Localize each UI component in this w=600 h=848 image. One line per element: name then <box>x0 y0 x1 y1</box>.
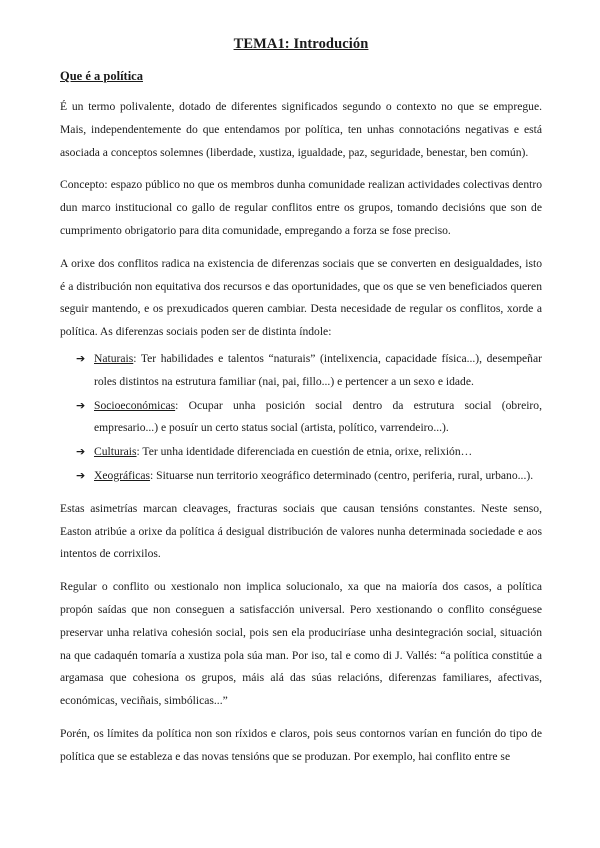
document-page <box>60 36 542 779</box>
list-item-term: Naturais <box>94 351 134 365</box>
list-item-term: Culturais <box>94 445 137 459</box>
arrow-bullet-icon: ➔ <box>76 468 86 482</box>
arrow-bullet-icon: ➔ <box>76 351 86 365</box>
paragraph: A orixe dos conflitos radica na existencia de diferenzas sociais que se converten en desigualdades, isto é a distribución non equitativa dos recursos e das oportunidades, que os que se ven beneficiados queren seguir mantendo, e os prexudicados queren cambiar. Desta necesidade de regular os conflitos, xorde a política. As diferenzas sociais poden ser de distinta índole: <box>60 256 542 339</box>
arrow-bullet-icon: ➔ <box>76 398 86 412</box>
bullet-list <box>60 348 542 488</box>
list-item-term: Socioeconómicas <box>94 398 176 412</box>
arrow-bullet-icon: ➔ <box>76 445 86 459</box>
paragraph: Concepto: espazo público no que os membros dunha comunidade realizan actividades colectivas dentro dun marco institucional co gallo de regular conflitos entre os grupos, tomando decisións que son de cumprimento obrigatorio para dita comunidade, empregando a forza se fose preciso. <box>60 178 542 237</box>
section-heading: Que é a política <box>60 69 143 83</box>
paragraph: Regular o conflito ou xestionalo non implica solucionalo, xa que na maioría dos casos, a política propón saídas que non conseguen a satisfacción universal. Pero xestionando o conflito conséguese preservar unha relativa cohesión social, pois sen ela produciríase unha desintegración social, situación na que cadaquén tomaría a xustiza pola súa man. Por iso, tal e como di J. Vallés: “a política constitúe a argamasa que cohesiona os grupos, máis alá das súas relacións, diferenzas familiares, afectivas, económicas, veciñais, simbólicas...” <box>60 580 542 708</box>
list-item-text: : Ocupar unha posición social dentro da estrutura social (obreiro, empresario...) e posuír un certo status social (artista, político, varrendeiro...). <box>94 398 542 435</box>
list-item <box>76 348 542 394</box>
paragraph: Porén, os límites da política non son ríxidos e claros, pois seus contornos varían en función do tipo de política que se estableza e das novas tensións que se produzan. Por exemplo, hai conflito entre se <box>60 726 542 763</box>
list-item-text: : Ter unha identidade diferenciada en cuestión de etnia, orixe, relixión… <box>136 445 473 459</box>
list-item-text: : Situarse nun territorio xeográfico determinado (centro, periferia, rural, urbano...). <box>150 468 534 482</box>
list-item <box>76 395 542 441</box>
page-title: TEMA1: Introdución <box>233 36 369 52</box>
list-item <box>76 465 542 488</box>
list-item-term: Xeográficas <box>94 468 151 482</box>
paragraph: É un termo polivalente, dotado de diferentes significados segundo o contexto no que se empregue. Mais, independentemente do que entendamos por política, ten unhas connotacións negativas e está asociada a conceptos solemnes (liberdade, xustiza, igualdade, paz, seguridade, benestar, ben común). <box>60 100 542 159</box>
list-item <box>76 441 542 464</box>
paragraph: Estas asimetrías marcan cleavages, fracturas sociais que causan tensións constantes. Neste senso, Easton atribúe a orixe da política á desigual distribución de valores nunha determinada sociedade e aos intentos de corrixilos. <box>60 501 542 561</box>
list-item-text: : Ter habilidades e talentos “naturais” (intelixencia, capacidade física...), desempeñar roles distintos na estrutura familiar (nai, pai, fillo...) e pertencer a un sexo e idade. <box>94 351 542 388</box>
